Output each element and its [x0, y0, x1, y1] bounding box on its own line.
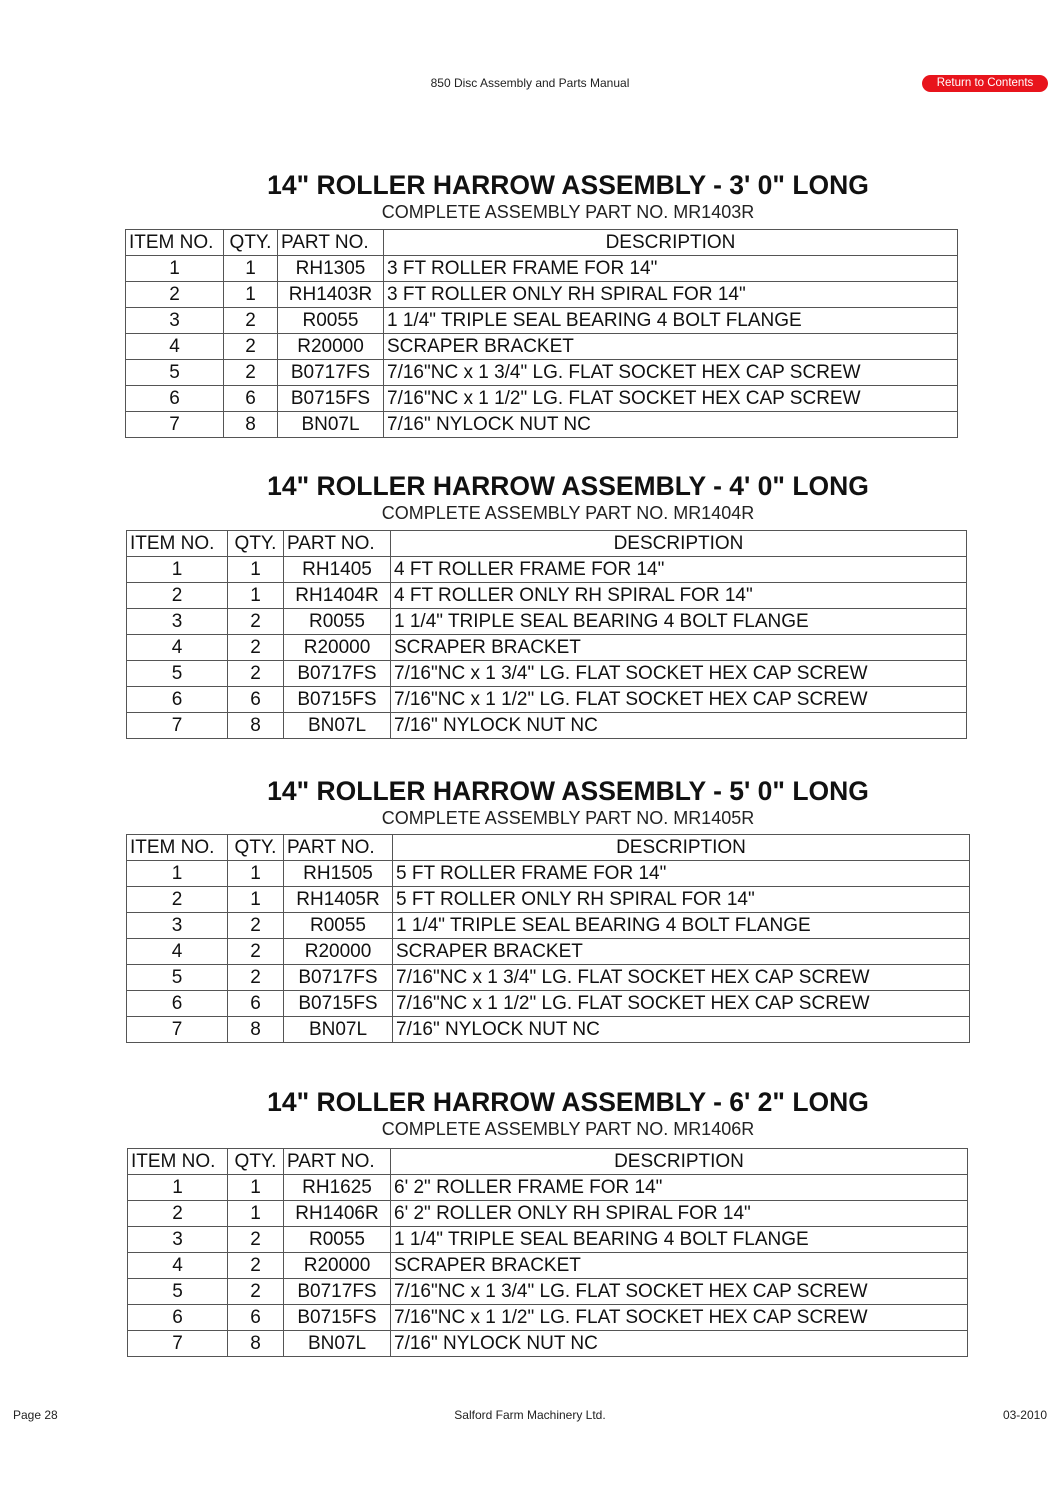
column-header-qty: QTY.: [228, 835, 284, 861]
cell-item: 1: [127, 557, 228, 583]
cell-desc: 3 FT ROLLER ONLY RH SPIRAL FOR 14": [384, 282, 958, 308]
cell-part: B0717FS: [278, 360, 384, 386]
cell-qty: 6: [228, 1305, 284, 1331]
cell-qty: 6: [228, 687, 284, 713]
cell-desc: 6' 2" ROLLER ONLY RH SPIRAL FOR 14": [391, 1201, 968, 1227]
cell-item: 7: [128, 1331, 228, 1357]
cell-desc: SCRAPER BRACKET: [391, 635, 967, 661]
cell-qty: 8: [228, 1331, 284, 1357]
cell-qty: 2: [228, 661, 284, 687]
cell-qty: 8: [224, 412, 278, 438]
cell-desc: 3 FT ROLLER FRAME FOR 14": [384, 256, 958, 282]
cell-qty: 2: [228, 1227, 284, 1253]
column-header-part: PART NO.: [284, 1149, 391, 1175]
cell-desc: 1 1/4" TRIPLE SEAL BEARING 4 BOLT FLANGE: [384, 308, 958, 334]
footer-page-number: Page 28: [13, 1408, 58, 1422]
cell-item: 4: [128, 1253, 228, 1279]
cell-item: 4: [127, 939, 228, 965]
cell-qty: 2: [228, 1253, 284, 1279]
cell-item: 7: [127, 713, 228, 739]
assembly-title: 14" ROLLER HARROW ASSEMBLY - 5' 0" LONG: [267, 776, 869, 806]
cell-part: BN07L: [278, 412, 384, 438]
cell-item: 3: [127, 609, 228, 635]
parts-table: [126, 834, 970, 1043]
cell-part: R20000: [284, 1253, 391, 1279]
cell-desc: 7/16"NC x 1 3/4" LG. FLAT SOCKET HEX CAP SCREW: [384, 360, 958, 386]
cell-desc: 1 1/4" TRIPLE SEAL BEARING 4 BOLT FLANGE: [393, 913, 970, 939]
cell-part: B0717FS: [284, 965, 393, 991]
cell-item: 3: [128, 1227, 228, 1253]
cell-part: RH1405R: [284, 887, 393, 913]
cell-qty: 6: [228, 991, 284, 1017]
cell-qty: 1: [228, 861, 284, 887]
cell-desc: 1 1/4" TRIPLE SEAL BEARING 4 BOLT FLANGE: [391, 609, 967, 635]
cell-desc: 4 FT ROLLER FRAME FOR 14": [391, 557, 967, 583]
cell-item: 6: [128, 1305, 228, 1331]
column-header-desc: DESCRIPTION: [391, 1149, 968, 1175]
assembly-part-number: COMPLETE ASSEMBLY PART NO. MR1403R: [381, 202, 755, 222]
assembly-part-number: COMPLETE ASSEMBLY PART NO. MR1404R: [381, 503, 755, 523]
table-row: [127, 557, 967, 583]
cell-qty: 1: [228, 557, 284, 583]
cell-part: RH1505: [284, 861, 393, 887]
cell-part: R20000: [278, 334, 384, 360]
column-header-desc: DESCRIPTION: [391, 531, 967, 557]
column-header-desc: DESCRIPTION: [384, 230, 958, 256]
column-header-part: PART NO.: [278, 230, 384, 256]
cell-part: R0055: [284, 609, 391, 635]
cell-desc: 7/16" NYLOCK NUT NC: [391, 1331, 968, 1357]
cell-desc: 4 FT ROLLER ONLY RH SPIRAL FOR 14": [391, 583, 967, 609]
table-row: [127, 635, 967, 661]
cell-qty: 6: [224, 386, 278, 412]
table-header-row: [127, 835, 970, 861]
assembly-heading: [0, 1087, 1060, 1140]
cell-desc: 7/16"NC x 1 1/2" LG. FLAT SOCKET HEX CAP SCREW: [393, 991, 970, 1017]
cell-qty: 2: [224, 360, 278, 386]
cell-part: RH1403R: [278, 282, 384, 308]
parts-table: [125, 229, 958, 438]
cell-part: RH1406R: [284, 1201, 391, 1227]
cell-desc: 7/16"NC x 1 3/4" LG. FLAT SOCKET HEX CAP SCREW: [391, 661, 967, 687]
table-row: [127, 609, 967, 635]
footer-company: Salford Farm Machinery Ltd.: [454, 1408, 606, 1422]
table-row: [128, 1175, 968, 1201]
cell-qty: 2: [228, 1279, 284, 1305]
cell-item: 5: [127, 661, 228, 687]
assembly-title: 14" ROLLER HARROW ASSEMBLY - 6' 2" LONG: [267, 1087, 869, 1117]
parts-table: [126, 530, 967, 739]
table-header-row: [128, 1149, 968, 1175]
table-row: [126, 334, 958, 360]
cell-part: B0715FS: [284, 1305, 391, 1331]
table-row: [126, 386, 958, 412]
cell-qty: 2: [224, 334, 278, 360]
manual-title: 850 Disc Assembly and Parts Manual: [430, 76, 630, 90]
cell-qty: 1: [224, 256, 278, 282]
cell-desc: 7/16" NYLOCK NUT NC: [384, 412, 958, 438]
cell-desc: 1 1/4" TRIPLE SEAL BEARING 4 BOLT FLANGE: [391, 1227, 968, 1253]
assembly-part-number: COMPLETE ASSEMBLY PART NO. MR1406R: [381, 1119, 755, 1139]
table-row: [128, 1305, 968, 1331]
cell-item: 1: [127, 861, 228, 887]
cell-desc: SCRAPER BRACKET: [384, 334, 958, 360]
assembly-title: 14" ROLLER HARROW ASSEMBLY - 3' 0" LONG: [267, 170, 869, 200]
cell-desc: 7/16"NC x 1 1/2" LG. FLAT SOCKET HEX CAP SCREW: [391, 1305, 968, 1331]
cell-item: 5: [126, 360, 224, 386]
cell-qty: 2: [224, 308, 278, 334]
cell-item: 2: [128, 1201, 228, 1227]
cell-item: 4: [127, 635, 228, 661]
column-header-qty: QTY.: [224, 230, 278, 256]
cell-part: RH1404R: [284, 583, 391, 609]
assembly-heading: [0, 776, 1060, 829]
column-header-part: PART NO.: [284, 531, 391, 557]
cell-desc: SCRAPER BRACKET: [393, 939, 970, 965]
cell-qty: 1: [228, 583, 284, 609]
table-row: [126, 360, 958, 386]
cell-part: RH1625: [284, 1175, 391, 1201]
table-row: [126, 256, 958, 282]
cell-item: 2: [126, 282, 224, 308]
cell-item: 6: [126, 386, 224, 412]
column-header-part: PART NO.: [284, 835, 393, 861]
cell-item: 6: [127, 687, 228, 713]
table-row: [126, 412, 958, 438]
table-row: [126, 282, 958, 308]
cell-qty: 1: [228, 1175, 284, 1201]
cell-part: B0715FS: [284, 991, 393, 1017]
cell-desc: 7/16"NC x 1 1/2" LG. FLAT SOCKET HEX CAP SCREW: [391, 687, 967, 713]
cell-part: R20000: [284, 939, 393, 965]
cell-qty: 1: [228, 1201, 284, 1227]
cell-item: 3: [127, 913, 228, 939]
return-to-contents-button[interactable]: Return to Contents: [922, 75, 1048, 92]
cell-item: 3: [126, 308, 224, 334]
table-row: [127, 661, 967, 687]
column-header-desc: DESCRIPTION: [393, 835, 970, 861]
cell-item: 1: [128, 1175, 228, 1201]
cell-qty: 8: [228, 713, 284, 739]
table-row: [128, 1331, 968, 1357]
table-row: [128, 1279, 968, 1305]
cell-qty: 1: [228, 887, 284, 913]
cell-part: BN07L: [284, 1017, 393, 1043]
table-row: [127, 1017, 970, 1043]
cell-desc: SCRAPER BRACKET: [391, 1253, 968, 1279]
cell-qty: 8: [228, 1017, 284, 1043]
table-row: [127, 939, 970, 965]
cell-item: 5: [128, 1279, 228, 1305]
table-row: [127, 887, 970, 913]
cell-part: B0717FS: [284, 1279, 391, 1305]
column-header-item: ITEM NO.: [126, 230, 224, 256]
table-row: [127, 687, 967, 713]
column-header-item: ITEM NO.: [127, 835, 228, 861]
cell-qty: 2: [228, 965, 284, 991]
table-row: [128, 1253, 968, 1279]
cell-desc: 6' 2" ROLLER FRAME FOR 14": [391, 1175, 968, 1201]
column-header-item: ITEM NO.: [127, 531, 228, 557]
cell-qty: 2: [228, 913, 284, 939]
parts-table: [127, 1148, 968, 1357]
table-row: [127, 583, 967, 609]
cell-desc: 7/16" NYLOCK NUT NC: [393, 1017, 970, 1043]
cell-desc: 7/16"NC x 1 1/2" LG. FLAT SOCKET HEX CAP SCREW: [384, 386, 958, 412]
cell-qty: 2: [228, 939, 284, 965]
table-row: [127, 861, 970, 887]
cell-desc: 5 FT ROLLER FRAME FOR 14": [393, 861, 970, 887]
cell-part: RH1405: [284, 557, 391, 583]
cell-part: B0715FS: [284, 687, 391, 713]
cell-item: 2: [127, 887, 228, 913]
table-header-row: [127, 531, 967, 557]
column-header-qty: QTY.: [228, 1149, 284, 1175]
cell-desc: 7/16" NYLOCK NUT NC: [391, 713, 967, 739]
table-row: [127, 965, 970, 991]
cell-part: R0055: [284, 913, 393, 939]
cell-item: 5: [127, 965, 228, 991]
cell-part: R0055: [278, 308, 384, 334]
cell-qty: 2: [228, 635, 284, 661]
cell-part: BN07L: [284, 1331, 391, 1357]
table-row: [126, 308, 958, 334]
cell-part: B0717FS: [284, 661, 391, 687]
column-header-qty: QTY.: [228, 531, 284, 557]
cell-desc: 5 FT ROLLER ONLY RH SPIRAL FOR 14": [393, 887, 970, 913]
table-row: [127, 913, 970, 939]
table-row: [128, 1201, 968, 1227]
assembly-heading: [0, 170, 1060, 223]
table-row: [127, 713, 967, 739]
table-row: [127, 991, 970, 1017]
cell-part: BN07L: [284, 713, 391, 739]
cell-qty: 1: [224, 282, 278, 308]
assembly-title: 14" ROLLER HARROW ASSEMBLY - 4' 0" LONG: [267, 471, 869, 501]
assembly-heading: [0, 471, 1060, 524]
column-header-item: ITEM NO.: [128, 1149, 228, 1175]
table-header-row: [126, 230, 958, 256]
cell-item: 4: [126, 334, 224, 360]
cell-item: 6: [127, 991, 228, 1017]
cell-item: 2: [127, 583, 228, 609]
table-row: [128, 1227, 968, 1253]
cell-qty: 2: [228, 609, 284, 635]
cell-part: R20000: [284, 635, 391, 661]
cell-part: RH1305: [278, 256, 384, 282]
cell-part: B0715FS: [278, 386, 384, 412]
cell-item: 1: [126, 256, 224, 282]
cell-item: 7: [126, 412, 224, 438]
footer-date: 03-2010: [1002, 1408, 1047, 1422]
cell-desc: 7/16"NC x 1 3/4" LG. FLAT SOCKET HEX CAP SCREW: [391, 1279, 968, 1305]
cell-item: 7: [127, 1017, 228, 1043]
cell-desc: 7/16"NC x 1 3/4" LG. FLAT SOCKET HEX CAP SCREW: [393, 965, 970, 991]
cell-part: R0055: [284, 1227, 391, 1253]
assembly-part-number: COMPLETE ASSEMBLY PART NO. MR1405R: [381, 808, 755, 828]
